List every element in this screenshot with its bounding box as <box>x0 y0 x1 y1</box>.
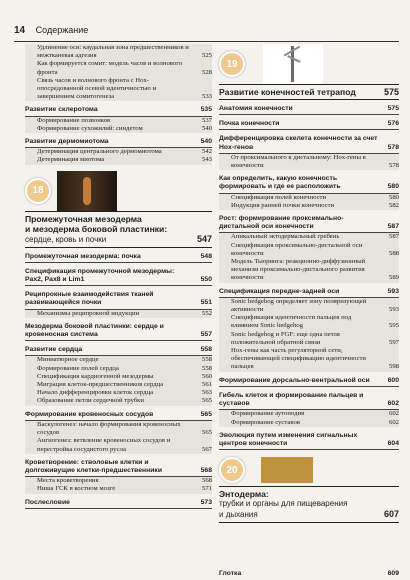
toc-section: Почка конечности 576 <box>219 120 399 130</box>
toc-row: Sonic hedgehog определяет зону поляризующей активности 593 <box>219 298 399 314</box>
chapter-number-badge: 18 <box>25 178 51 204</box>
chapter-page: 547 <box>196 233 212 244</box>
toc-row: Формирование полей сердца 558 <box>25 365 212 373</box>
toc-row: Модель Тьюринга: реакционно-диффузионный механизм проксимально-дистального развития конечности 589 <box>219 258 399 283</box>
toc-section: Развитие дермомиотома 540 <box>25 138 212 148</box>
chapter-page: 575 <box>383 87 399 97</box>
toc-row: Индукция ранней почки конечности 582 <box>219 202 399 210</box>
toc-row: Детерминация миотома 543 <box>25 156 212 164</box>
toc-row: Формирование аутоподия 602 <box>219 410 399 418</box>
toc-row: Миграция клеток-предшественников сердца 561 <box>25 381 212 389</box>
page-header-title: Содержание <box>35 25 89 35</box>
toc-section: Гибель клеток и формирование пальцев и суставов 602 <box>219 392 399 410</box>
toc-section: Как определить, какую конечность формировать и где ее расположить 580 <box>219 175 399 193</box>
toc-row: Удлинение оси: каудальная зона предшественников и межтканевая адгезия 525 <box>37 44 212 60</box>
chapter-number-badge: 20 <box>219 457 245 483</box>
toc-row: Васкулогенез: начало формирования кровеносных сосудов 565 <box>25 421 212 437</box>
chapter-20-title: Энтодерма: трубки и органы для пищеварения и дыхания 607 <box>219 486 399 523</box>
toc-row: Hox-гены как часть регуляторной сети, обеспечивающей спецификацию идентичности пальцев 598 <box>219 347 399 372</box>
toc-section: Спецификация промежуточной мезодермы: Pax2, Pax8 и Lim1 550 <box>25 268 212 286</box>
toc-row: Миниатюрное сердце 558 <box>25 356 212 364</box>
left-column <box>25 44 212 509</box>
toc-section: Послесловие 573 <box>25 499 212 509</box>
toc-section: Формирование кровеносных сосудов 565 <box>25 411 212 421</box>
toc-section: Формирование дорсально-вентральной оси 600 <box>219 377 399 387</box>
toc-row: Спецификация идентичности пальцев под влиянием Sonic hedgehog 595 <box>219 314 399 330</box>
toc-row: Спецификация проксимально-дистальной оси конечности 588 <box>219 242 399 258</box>
toc-row: Спецификация полей конечности 580 <box>219 194 399 202</box>
toc-row: Формирование сухожилий: синдетом 540 <box>25 125 212 133</box>
chapter-19-banner <box>219 44 399 84</box>
toc-section: Кроветворение: стволовые клетки и долгоживущие клетки-предшественники 568 <box>25 459 212 477</box>
toc-row: От проксимального к дистальному: Hox-гены в конечности 578 <box>219 154 399 170</box>
toc-section: Дифференцировка скелета конечности за счет Hox-генов 578 <box>219 135 399 153</box>
toc-row: Начало дифференцировки клеток сердца 563 <box>25 389 212 397</box>
toc-row: Ниша ГСК в костном мозге 571 <box>25 485 212 493</box>
chapter-number-badge: 19 <box>219 51 245 77</box>
toc-section: Мезодерма боковой пластинки: сердце и кровеносная система 557 <box>25 323 212 341</box>
toc-row: Ангиогенез: ветвление кровеносных сосудов и перестройка сосудистого русла 567 <box>25 437 212 453</box>
toc-row: Механизмы реципрокной индукции 552 <box>25 310 212 318</box>
chapter-19-image <box>263 44 323 84</box>
toc-row: Формирование позвонков 537 <box>25 117 212 125</box>
intro-rows <box>25 44 212 101</box>
toc-row: Детерминация центрального дермомиотома 542 <box>25 148 212 156</box>
chapter-page: 607 <box>383 509 399 520</box>
toc-section: Промежуточная мезодерма: почка 548 <box>25 253 212 263</box>
toc-row: Формирование суставов 602 <box>219 419 399 427</box>
toc-row: Как формируется сомит: модель часов и волнового фронта 528 <box>37 60 212 76</box>
toc-row: Образование петли сердечной трубки 565 <box>25 397 212 405</box>
toc-row: Апикальный эктодермальный гребень 587 <box>219 233 399 241</box>
toc-section: Спецификация передне-задней оси 593 <box>219 288 399 298</box>
chapter-18-title: Промежуточная мезодерма и мезодерма боковой пластинки: сердце, кровь и почки 547 <box>25 211 212 248</box>
toc-section: Анатомия конечности 575 <box>219 105 399 115</box>
page-number: 14 <box>14 25 26 36</box>
page-header <box>14 25 399 42</box>
toc-row: Sonic hedgehog и FGF: еще одна петля положительной обратной связи 597 <box>219 331 399 347</box>
toc-row: Спецификация кардиогенной мезодермы 560 <box>25 373 212 381</box>
footer-row: Глотка 609 <box>219 570 399 577</box>
toc-section: Рост: формирование проксимально-дистальной оси конечности 587 <box>219 215 399 233</box>
toc-section: Развитие сердца 558 <box>25 346 212 356</box>
toc-section: Развитие склеротома 535 <box>25 106 212 116</box>
chapter-19-title: Развитие конечностей тетрапод 575 <box>219 84 399 100</box>
chapter-18-banner <box>25 171 212 211</box>
toc-row: Связь часов и волнового фронта с Hox-опосредованной осевой идентичностью и завершением сомитогенеза 533 <box>37 76 212 101</box>
toc-row: Места кроветворения 568 <box>25 477 212 485</box>
right-column <box>219 44 399 523</box>
chapter-18-image <box>57 171 117 211</box>
toc-section: Эволюция путем изменения сигнальных центров конечности 604 <box>219 432 399 450</box>
chapter-20-banner <box>219 454 399 486</box>
toc-section: Реципрокные взаимодействия тканей развивающейся почки 551 <box>25 291 212 309</box>
chapter-20-image <box>261 457 313 483</box>
